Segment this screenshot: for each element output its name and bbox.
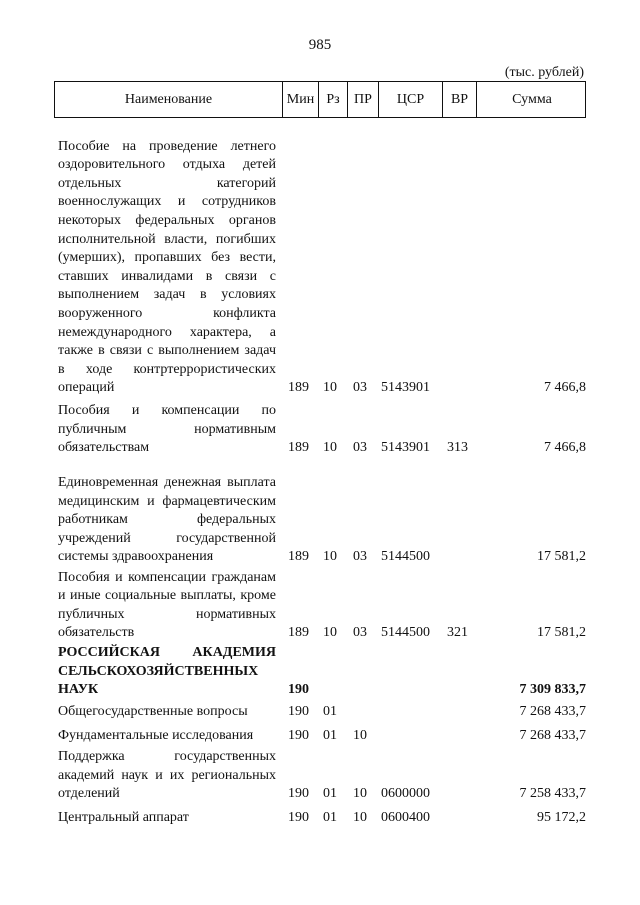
section-title: РОССИЙСКАЯ АКАДЕМИЯ СЕЛЬСКОХОЗЯЙСТВЕННЫХ НАУК <box>58 645 276 698</box>
cell-min: 189 <box>288 549 309 565</box>
cell-rz: 01 <box>323 810 337 826</box>
cell-csr: 5144500 <box>381 549 430 565</box>
header-pr: ПР <box>347 82 378 117</box>
cell-pr: 03 <box>353 380 367 396</box>
cell-min: 190 <box>288 682 309 698</box>
table-row <box>54 702 586 722</box>
table-row <box>54 806 586 828</box>
cell-csr: 0600000 <box>381 786 430 802</box>
cell-sum: 7 268 433,7 <box>519 728 586 744</box>
table-row <box>54 118 586 398</box>
row-name: Пособие на проведение летнего оздоровительного отдыха детей отдельных категорий военнослужащих и сотрудников некоторых федеральных органов исполнительной власти, погибших (умерших), пропавших без вести, ставших инвалидами в связи с выполнением задач в условиях вооруженного конфликта немеждународного характера, а также в связи с выполнением задач в ходе контртеррористических операций <box>58 138 276 396</box>
cell-vr: 321 <box>447 625 468 641</box>
cell-min: 190 <box>288 786 309 802</box>
cell-csr: 0600400 <box>381 810 430 826</box>
cell-csr: 5144500 <box>381 625 430 641</box>
cell-rz: 10 <box>323 625 337 641</box>
row-name: Единовременная денежная выплата медицинским и фармацевтическим работникам федеральных учреждений государственной системы здравоохранения <box>58 475 276 565</box>
row-name: Пособия и компенсации гражданам и иные социальные выплаты, кроме публичных нормативных обязательств <box>58 569 276 641</box>
cell-vr: 313 <box>447 440 468 456</box>
cell-pr: 03 <box>353 440 367 456</box>
row-name: Общегосударственные вопросы <box>58 704 248 720</box>
table-row-section <box>54 645 586 700</box>
cell-sum: 17 581,2 <box>537 625 586 641</box>
cell-rz: 01 <box>323 728 337 744</box>
table-row <box>54 460 586 567</box>
table-row <box>54 400 586 458</box>
header-sum: Сумма <box>476 82 587 117</box>
header-vr: ВР <box>442 82 476 117</box>
cell-sum: 7 268 433,7 <box>519 704 586 720</box>
row-name: Фундаментальные исследования <box>58 728 254 744</box>
header-rz: Рз <box>318 82 347 117</box>
page-number: 985 <box>308 37 332 53</box>
table-header <box>54 81 586 118</box>
cell-min: 189 <box>288 625 309 641</box>
cell-min: 190 <box>288 810 309 826</box>
row-name: Центральный аппарат <box>58 810 189 826</box>
cell-sum: 17 581,2 <box>537 549 586 565</box>
cell-min: 190 <box>288 728 309 744</box>
cell-min: 189 <box>288 380 309 396</box>
cell-rz: 10 <box>323 440 337 456</box>
cell-csr: 5143901 <box>381 440 430 456</box>
cell-pr: 03 <box>353 625 367 641</box>
cell-sum: 7 309 833,7 <box>519 682 586 698</box>
row-name: Поддержка государственных академий наук и их региональных отделений <box>58 749 276 802</box>
header-name: Наименование <box>124 91 213 107</box>
cell-min: 189 <box>288 440 309 456</box>
units-label: (тыс. рублей) <box>504 65 584 80</box>
cell-sum: 95 172,2 <box>537 810 586 826</box>
cell-sum: 7 466,8 <box>544 380 586 396</box>
header-min: Мин <box>282 82 318 117</box>
cell-pr: 10 <box>353 786 367 802</box>
cell-sum: 7 258 433,7 <box>519 786 586 802</box>
cell-rz: 01 <box>323 786 337 802</box>
table-row <box>54 750 586 804</box>
cell-sum: 7 466,8 <box>544 440 586 456</box>
cell-csr: 5143901 <box>381 380 430 396</box>
cell-pr: 10 <box>353 810 367 826</box>
table-row <box>54 569 586 643</box>
row-name: Пособия и компенсации по публичным нормативным обязательствам <box>58 403 276 456</box>
cell-pr: 03 <box>353 549 367 565</box>
cell-rz: 01 <box>323 704 337 720</box>
cell-rz: 10 <box>323 380 337 396</box>
cell-rz: 10 <box>323 549 337 565</box>
header-csr: ЦСР <box>378 82 442 117</box>
table-row <box>54 726 586 746</box>
cell-min: 190 <box>288 704 309 720</box>
cell-pr: 10 <box>353 728 367 744</box>
